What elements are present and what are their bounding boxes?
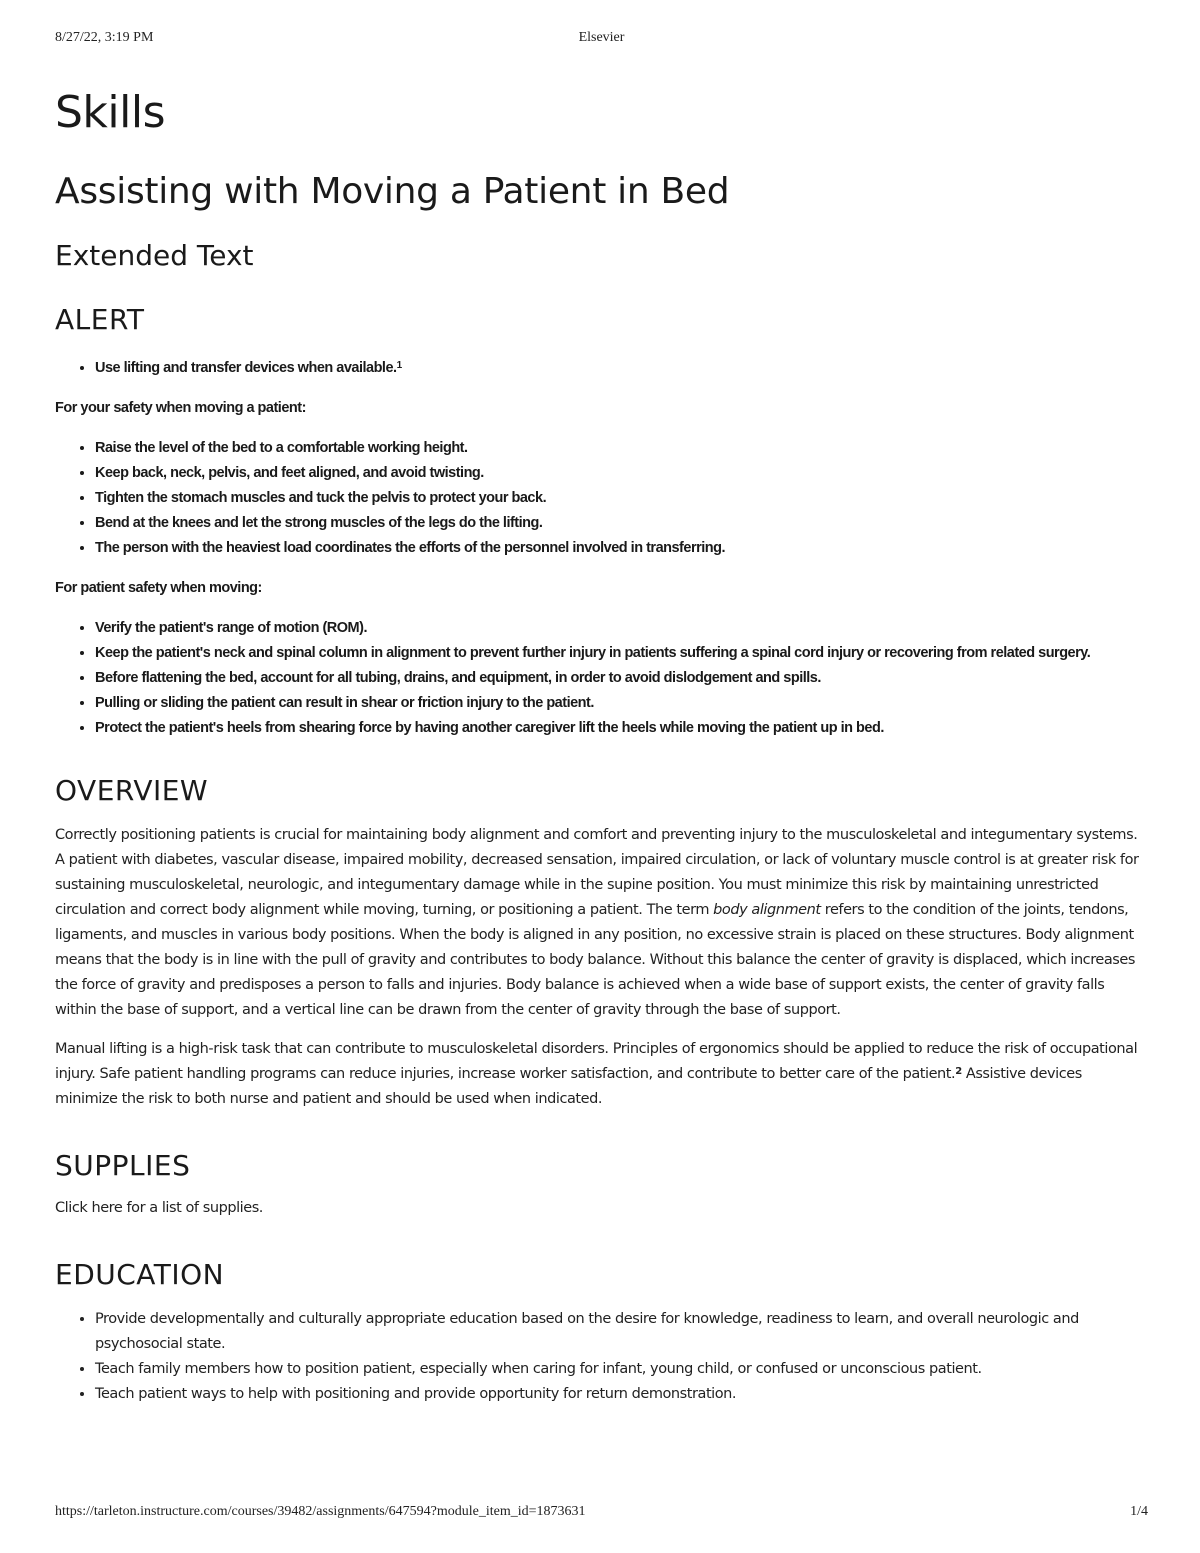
education-section (55, 1255, 1147, 1407)
footnote-ref[interactable]: 2 (955, 1066, 962, 1077)
overview-paragraph-1: Correctly positioning patients is crucial for maintaining body alignment and comfort and preventing injury to the musculoskeletal and integumentary systems. A patient with diabetes, vascular disease, impaired mobility, decreased sensation, impaired circulation, or lack of voluntary muscle control is at greater risk for sustaining musculoskeletal, neurologic, and integumentary damage while in the supine position. You must minimize this risk by maintaining unrestricted circulation and correct body alignment while moving, turning, or positioning a patient. The term body alignment refers to the condition of the joints, tendons, ligaments, and muscles in various body positions. When the body is aligned in any position, no excessive strain is placed on these structures. Body alignment means that the body is in line with the pull of gravity and contributes to body balance. Without this balance the center of gravity is displaced, which increases the force of gravity and predisposes a person to falls and injuries. Body balance is achieved when a wide base of support exists, the center of gravity falls within the base of support, and a vertical line can be drawn from the center of gravity through the base of support. (55, 827, 1139, 1018)
print-footer (55, 1504, 1148, 1524)
staff-safety-intro: For your safety when moving a patient: (55, 400, 306, 416)
patient-safety-intro: For patient safety when moving: (55, 580, 262, 596)
print-site-name: Elsevier (578, 30, 625, 45)
education-heading: EDUCATION (55, 1258, 225, 1291)
list-item: • Verify the patient's range of motion (ROM). (95, 616, 1147, 641)
list-item: • Provide developmentally and culturally appropriate education based on the desire for knowledge, readiness to learn, and overall neurologic and psychosocial state. (95, 1307, 1147, 1357)
patient-safety-list (55, 616, 1147, 741)
skill-title: Assisting with Moving a Patient in Bed (55, 171, 730, 212)
alert-heading: ALERT (55, 303, 145, 336)
overview-heading: OVERVIEW (55, 774, 209, 807)
print-url: https://tarleton.instructure.com/courses/39482/assignments/647594?module_item_id=1873631 (55, 1504, 586, 1519)
alert-top-list (55, 356, 1147, 381)
list-item: • Teach patient ways to help with positioning and provide opportunity for return demonstration. (95, 1382, 1147, 1407)
list-item: • Pulling or sliding the patient can result in shear or friction injury to the patient. (95, 691, 1147, 716)
list-item: • Before flattening the bed, account for all tubing, drains, and equipment, in order to avoid dislodgement and spills. (95, 666, 1147, 691)
overview-paragraph-2: Manual lifting is a high-risk task that can contribute to musculoskeletal disorders. Principles of ergonomics should be applied to reduce the risk of occupational injury. Safe patient handling programs can reduce injuries, increase worker satisfaction, and contribute to better care of the patient.$^2$ Assistive devices minimize the risk to both nurse and patient and should be used when indicated. (55, 1041, 1138, 1107)
education-list (55, 1307, 1147, 1407)
footnote-ref[interactable]: 1 (396, 360, 402, 371)
extended-text-heading: Extended Text (55, 239, 254, 272)
overview-section (55, 771, 1147, 1112)
print-datetime: 8/27/22, 3:19 PM (55, 30, 154, 45)
article (55, 76, 1147, 1407)
alert-section (55, 300, 1147, 741)
print-page-number: 1/4 (1130, 1504, 1148, 1519)
supplies-heading: SUPPLIES (55, 1149, 191, 1182)
supplies-link[interactable]: Click here for a list of supplies. (55, 1200, 263, 1216)
list-item: • Bend at the knees and let the strong muscles of the legs do the lifting. (95, 511, 1147, 536)
term-body-alignment: body alignment (713, 902, 821, 918)
list-item: • Keep back, neck, pelvis, and feet aligned, and avoid twisting. (95, 461, 1147, 486)
page-title: Skills (55, 87, 166, 138)
list-item: • Raise the level of the bed to a comfortable working height. (95, 436, 1147, 461)
list-item: • Tighten the stomach muscles and tuck the pelvis to protect your back. (95, 486, 1147, 511)
list-item: • The person with the heaviest load coordinates the efforts of the personnel involved in transferring. (95, 536, 1147, 561)
supplies-section (55, 1146, 1147, 1221)
list-item: • Use lifting and transfer devices when available.$^1$ (95, 356, 1147, 381)
print-header (55, 30, 1148, 50)
alert-content (55, 356, 1147, 741)
staff-safety-list (55, 436, 1147, 561)
list-item: • Teach family members how to position patient, especially when caring for infant, young child, or confused or unconscious patient. (95, 1357, 1147, 1382)
list-item: • Protect the patient's heels from shearing force by having another caregiver lift the heels while moving the patient up in bed. (95, 716, 1147, 741)
list-item: • Keep the patient's neck and spinal column in alignment to prevent further injury in patients suffering a spinal cord injury or recovering from related surgery. (95, 641, 1147, 666)
